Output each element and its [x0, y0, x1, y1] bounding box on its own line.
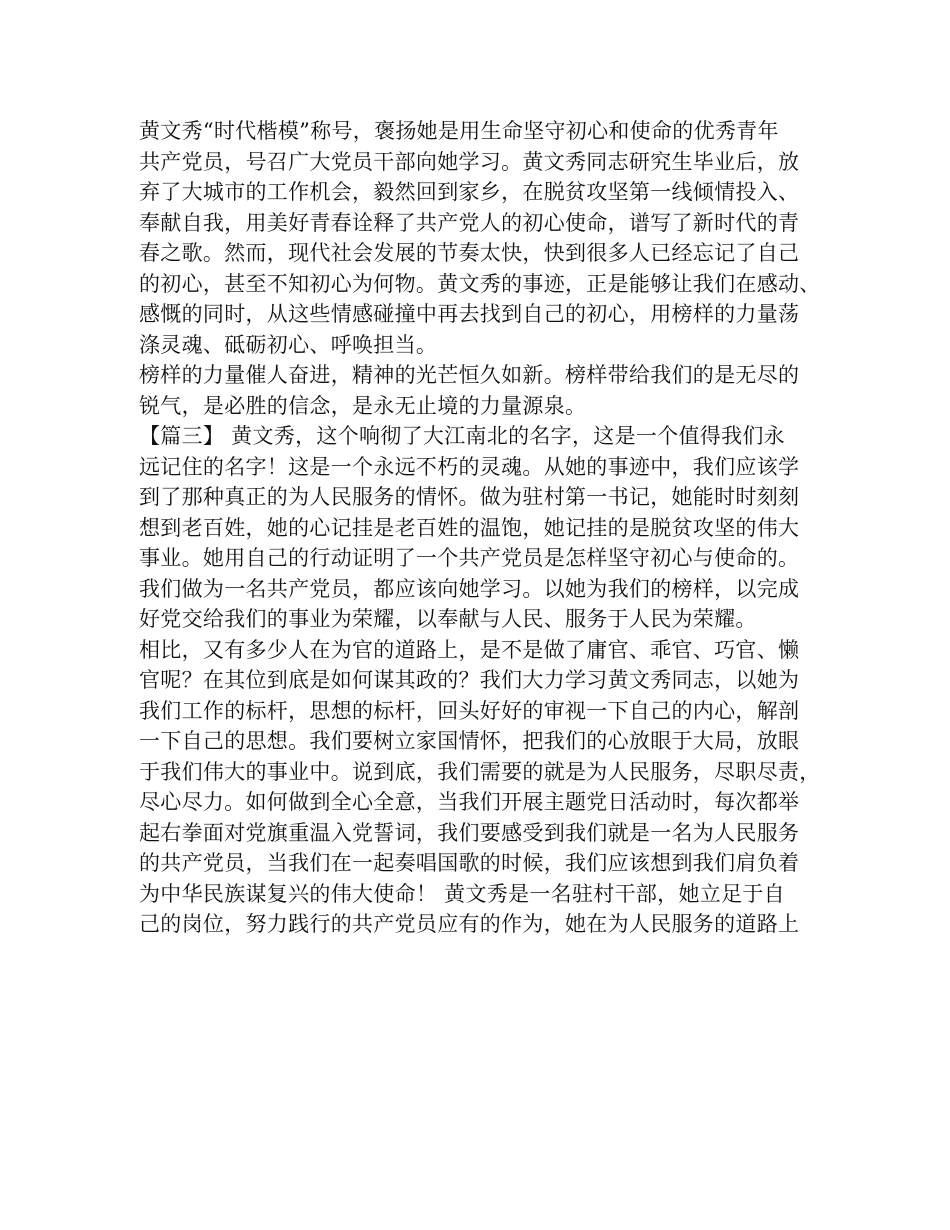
text-line: 远记住的名字！这是一个永远不朽的灵魂。从她的事迹中，我们应该学: [139, 454, 800, 479]
text-line: 为中华民族谋复兴的伟大使命！ 黄文秀是一名驻村干部，她立足于自: [139, 881, 785, 906]
document-body: [139, 116, 829, 940]
text-line: 弃了大城市的工作机会，毅然回到家乡，在脱贫攻坚第一线倾情投入、: [139, 180, 800, 204]
text-line: 好党交给我们的事业为荣耀，以奉献与人民、服务于人民为荣耀。: [139, 607, 757, 631]
text-line: 尽心尽力。如何做到全心全意，当我们开展主题党日活动时，每次都举: [139, 790, 800, 814]
text-line: 官呢？在其位到底是如何谋其政的？我们大力学习黄文秀同志，以她为: [139, 668, 800, 692]
text-line: 于我们伟大的事业中。说到底，我们需要的就是为人民服务，尽职尽责，: [139, 759, 821, 784]
text-line: 涤灵魂、砥砺初心、呼唤担当。: [139, 332, 438, 357]
text-line: 共产党员，号召广大党员干部向她学习。黄文秀同志研究生毕业后，放: [139, 149, 800, 174]
text-line: 己的岗位，努力践行的共产党员应有的作为，她在为人民服务的道路上: [139, 912, 800, 936]
text-line: 相比，又有多少人在为官的道路上，是不是做了庸官、乖官、巧官、懒: [139, 637, 800, 662]
text-line: 到了那种真正的为人民服务的情怀。做为驻村第一书记，她能时时刻刻: [139, 485, 800, 509]
text-line: 奉献自我，用美好青春诠释了共产党人的初心使命，谱写了新时代的青: [139, 210, 800, 235]
text-line: 黄文秀“时代楷模”称号，褒扬她是用生命坚守初心和使命的优秀青年: [139, 119, 779, 143]
text-line: 感慨的同时，从这些情感碰撞中再去找到自己的初心，用榜样的力量荡: [139, 302, 800, 326]
text-line: 的共产党员，当我们在一起奏唱国歌的时候，我们应该想到我们肩负着: [139, 851, 800, 875]
text-line: 一下自己的思想。我们要树立家国情怀，把我们的心放眼于大局，放眼: [139, 729, 800, 753]
text-line: 春之歌。然而，现代社会发展的节奏太快，快到很多人已经忘记了自己: [139, 241, 800, 265]
text-line: 锐气，是必胜的信念，是永无止境的力量源泉。: [139, 393, 587, 418]
text-line: 我们工作的标杆，思想的标杆，回头好好的审视一下自己的内心，解剖: [139, 698, 800, 723]
text-line: 起右拳面对党旗重温入党誓词，我们要感受到我们就是一名为人民服务: [139, 820, 800, 845]
text-line: 我们做为一名共产党员，都应该向她学习。以她为我们的榜样，以完成: [139, 576, 800, 601]
text-line: 事业。她用自己的行动证明了一个共产党员是怎样坚守初心与使命的。: [139, 546, 800, 570]
text-line: 的初心，甚至不知初心为何物。黄文秀的事迹，正是能够让我们在感动、: [139, 271, 821, 296]
text-line: 想到老百姓，她的心记挂是老百姓的温饱，她记挂的是脱贫攻坚的伟大: [139, 515, 800, 540]
text-line: 榜样的力量催人奋进，精神的光芒恒久如新。榜样带给我们的是无尽的: [139, 363, 800, 387]
text-line: 【篇三】 黄文秀，这个响彻了大江南北的名字，这是一个值得我们永: [139, 424, 785, 448]
